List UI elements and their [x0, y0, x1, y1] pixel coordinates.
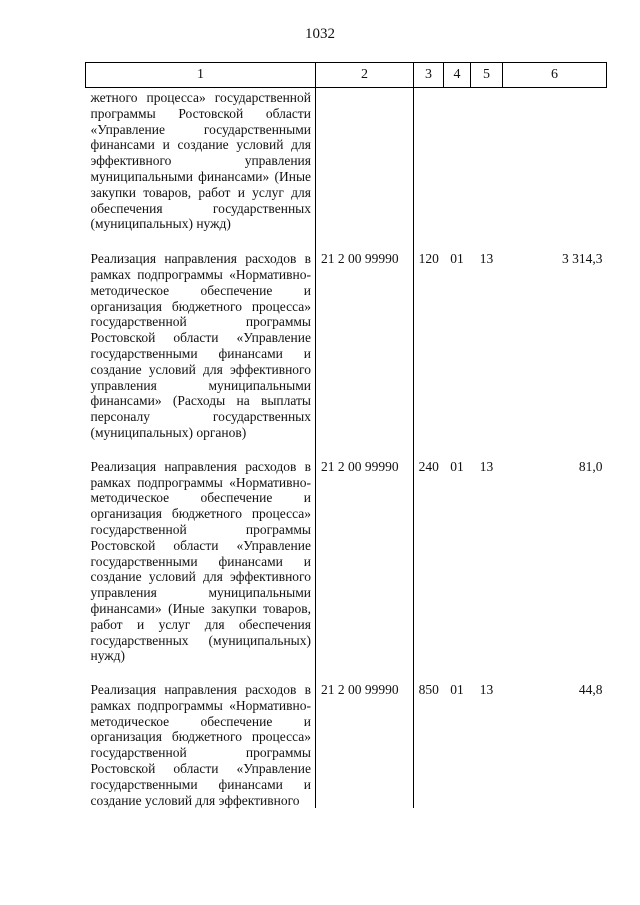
row-c4: 01: [450, 251, 464, 267]
header-row: [86, 63, 607, 88]
row-c3: 850: [418, 682, 439, 698]
row-c4: 01: [450, 458, 464, 474]
table-row: [86, 673, 607, 808]
header-col-6: 6: [503, 63, 607, 88]
row-description: жетного процесса» государственной программы Ростовской области «Управление государственными финансами и создание условий для эффективного управления муниципальными финансами» (Иные закупки товаров, работ и услуг для обеспечения государственных (муниципальных) нужд): [86, 88, 316, 243]
row-code: 21 2 00 99990: [316, 450, 414, 673]
row-c4: [444, 88, 471, 243]
row-code: 21 2 00 99990: [316, 673, 414, 808]
row-amount: 81,0: [578, 458, 603, 474]
row-code: [316, 88, 414, 243]
row-c5: 13: [479, 251, 494, 267]
header-col-4: 4: [444, 63, 471, 88]
table-row: [86, 242, 607, 450]
row-c3: [414, 88, 444, 243]
row-c5: 13: [479, 458, 494, 474]
header-col-1: 1: [86, 63, 316, 88]
table-row: [86, 88, 607, 243]
row-c3: 240: [418, 458, 439, 474]
row-description: Реализация направления расходов в рамках подпрограммы «Нормативно-методическое обеспечение и организация бюджетного процесса» государственной программы Ростовской области «Управление государственными финансами и создание условий для эффективного управления муниципальными финансами» (Расходы на выплаты персоналу государственных (муниципальных) органов): [86, 242, 316, 450]
row-description: Реализация направления расходов в рамках подпрограммы «Нормативно-методическое обеспечение и организация бюджетного процесса» государственной программы Ростовской области «Управление государственными финансами и создание условий для эффективного управления муниципальными финансами» (Иные закупки товаров, работ и услуг для обеспечения государственных (муниципальных) нужд): [86, 450, 316, 673]
header-col-5: 5: [471, 63, 503, 88]
table-row: [86, 450, 607, 673]
row-c5: [471, 88, 503, 243]
row-code: 21 2 00 99990: [316, 242, 414, 450]
row-amount: 3 314,3: [562, 251, 603, 267]
page-number: 1032: [305, 26, 335, 42]
header-col-2: 2: [316, 63, 414, 88]
row-amount: 44,8: [578, 682, 603, 698]
header-col-3: 3: [414, 63, 444, 88]
row-c4: 01: [450, 682, 464, 698]
row-description: Реализация направления расходов в рамках подпрограммы «Нормативно-методическое обеспечение и организация бюджетного процесса» государственной программы Ростовской области «Управление государственными финансами и создание условий для эффективного: [86, 673, 316, 808]
row-c5: 13: [479, 682, 494, 698]
row-amount: [503, 88, 607, 243]
row-c3: 120: [418, 251, 439, 267]
budget-table: [85, 62, 607, 808]
